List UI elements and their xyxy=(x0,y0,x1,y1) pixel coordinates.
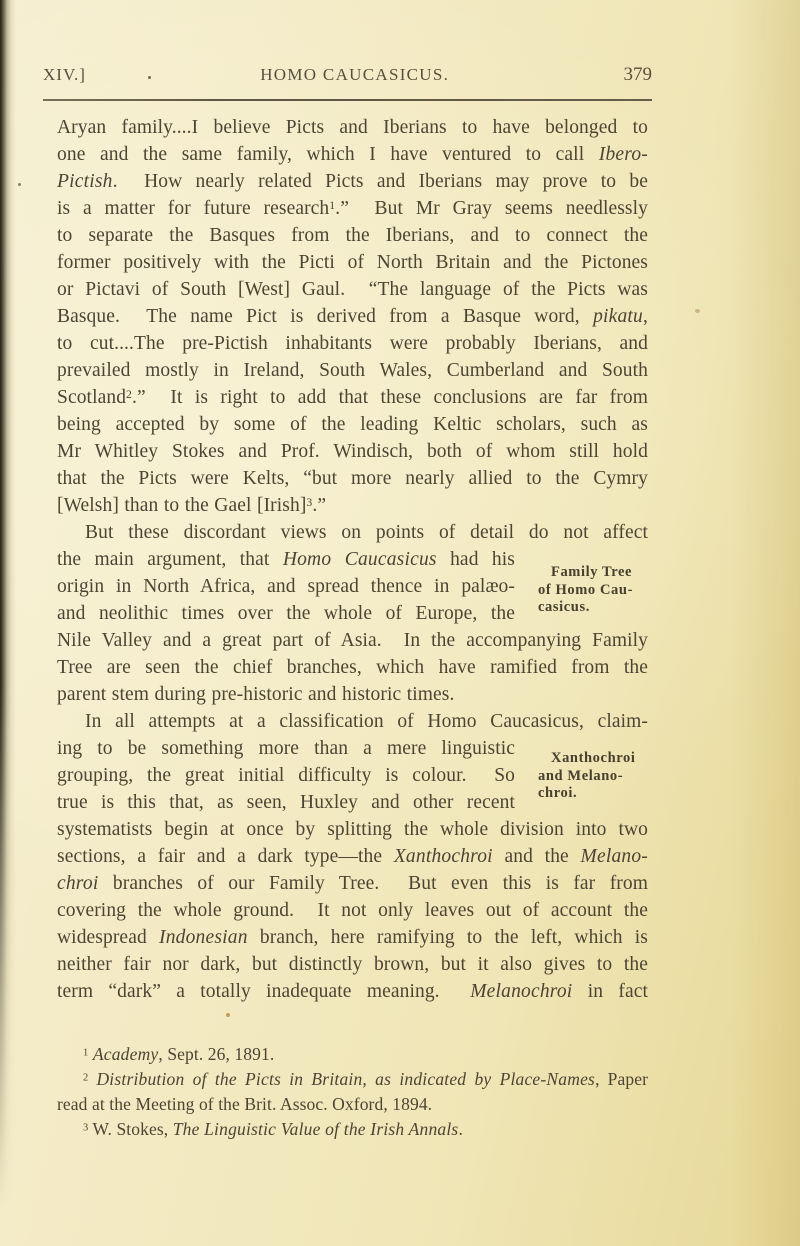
body-text-line: being accepted by some of the leading Keltic scholars, such as xyxy=(57,414,648,435)
body-text-line: sections, a fair and a dark type—the Xanthochroi and the Melano- xyxy=(57,846,648,867)
margin-note-line: and Melano- xyxy=(538,767,624,784)
body-text-line: one and the same family, which I have ventured to call Ibero- xyxy=(57,144,648,165)
header-rule xyxy=(43,99,652,101)
body-text-line: widespread Indonesian branch, here ramifying to the left, which is xyxy=(57,927,648,948)
body-text-line: former positively with the Picti of North Britain and the Pictones xyxy=(57,252,648,273)
body-text-line: grouping, the great initial difficulty is colour. So xyxy=(57,765,515,786)
ink-speck xyxy=(148,76,151,79)
running-header xyxy=(43,64,652,86)
body-text-line: parent stem during pre-historic and historic times. xyxy=(57,684,455,705)
body-text-line: ing to be something more than a mere linguistic xyxy=(57,738,515,759)
body-text-line: Nile Valley and a great part of Asia. In the accompanying Family xyxy=(57,630,648,651)
body-text-line: Aryan family....I believe Picts and Iberians to have belonged to xyxy=(57,117,648,138)
body-text-line: But these discordant views on points of detail do not affect xyxy=(85,522,648,543)
body-text-line: true is this that, as seen, Huxley and other recent xyxy=(57,792,515,813)
body-text-line: neither fair nor dark, but distinctly brown, but it also gives to the xyxy=(57,954,648,975)
body-text-line: chroi branches of our Family Tree. But even this is far from xyxy=(57,873,648,894)
footnote-line: $^3$ W. Stokes, The Linguistic Value of the Irish Annals. xyxy=(83,1119,463,1139)
ink-speck xyxy=(695,309,700,313)
body-text xyxy=(57,114,648,1005)
body-text-line: prevailed mostly in Ireland, South Wales, Cumberland and South xyxy=(57,360,648,381)
body-text-line: or Pictavi of South [West] Gaul. “The language of the Picts was xyxy=(57,279,648,300)
page-right-shading xyxy=(730,0,800,1246)
margin-note-line: casicus. xyxy=(538,599,590,615)
margin-note-xanthochroi xyxy=(538,750,672,803)
body-text-line: term “dark” a totally inadequate meaning. Melanochroi in fact xyxy=(57,981,648,1002)
margin-note-line: chroi. xyxy=(538,785,578,801)
body-text-line: the main argument, that Homo Caucasicus had his xyxy=(57,549,515,570)
body-text-line: and neolithic times over the whole of Europe, the xyxy=(57,603,515,624)
page-number: 379 xyxy=(623,64,652,85)
ink-speck xyxy=(18,183,21,186)
body-text-line: systematists begin at once by splitting the whole division into two xyxy=(57,819,648,840)
body-text-line: Mr Whitley Stokes and Prof. Windisch, both of whom still hold xyxy=(57,441,648,462)
body-text-line: to separate the Basques from the Iberians, and to connect the xyxy=(57,225,648,246)
ink-speck xyxy=(226,1013,230,1017)
scan-gutter-edge xyxy=(0,0,16,1246)
margin-note-line: Xanthochroi xyxy=(551,750,636,766)
margin-note-line: Family Tree xyxy=(551,564,633,580)
footnote-line: read at the Meeting of the Brit. Assoc. Oxford, 1894. xyxy=(57,1094,433,1114)
chapter-number: XIV.] xyxy=(43,65,86,84)
body-text-line: Tree are seen the chief branches, which have ramified from the xyxy=(57,657,648,678)
footnote-line: $^1$ Academy, Sept. 26, 1891. xyxy=(83,1044,275,1064)
body-text-line: to cut....The pre-Pictish inhabitants were probably Iberians, and xyxy=(57,333,648,354)
footnotes xyxy=(57,1042,648,1142)
body-text-line: covering the whole ground. It not only leaves out of account the xyxy=(57,900,648,921)
body-text-line: is a matter for future research$^1$.” But Mr Gray seems needlessly xyxy=(57,198,648,219)
body-text-line: origin in North Africa, and spread thence in palæo- xyxy=(57,576,515,597)
margin-note-line: of Homo Cau- xyxy=(538,581,633,598)
footnote-line: $^2$ Distribution of the Picts in Britain, as indicated by Place-Names, Paper xyxy=(83,1069,648,1089)
body-text-line: [Welsh] than to the Gael [Irish]$^3$.” xyxy=(57,495,327,516)
body-text-line: In all attempts at a classification of Homo Caucasicus, claim- xyxy=(85,711,648,732)
body-text-line: Scotland$^2$.” It is right to add that these conclusions are far from xyxy=(57,387,648,408)
margin-note-family-tree xyxy=(538,564,672,617)
body-text-line: Basque. The name Pict is derived from a Basque word, pikatu, xyxy=(57,306,648,327)
running-title: HOMO CAUCASICUS. xyxy=(260,65,450,84)
body-text-line: Pictish. How nearly related Picts and Iberians may prove to be xyxy=(57,171,648,192)
body-text-line: that the Picts were Kelts, “but more nearly allied to the Cymry xyxy=(57,468,648,489)
